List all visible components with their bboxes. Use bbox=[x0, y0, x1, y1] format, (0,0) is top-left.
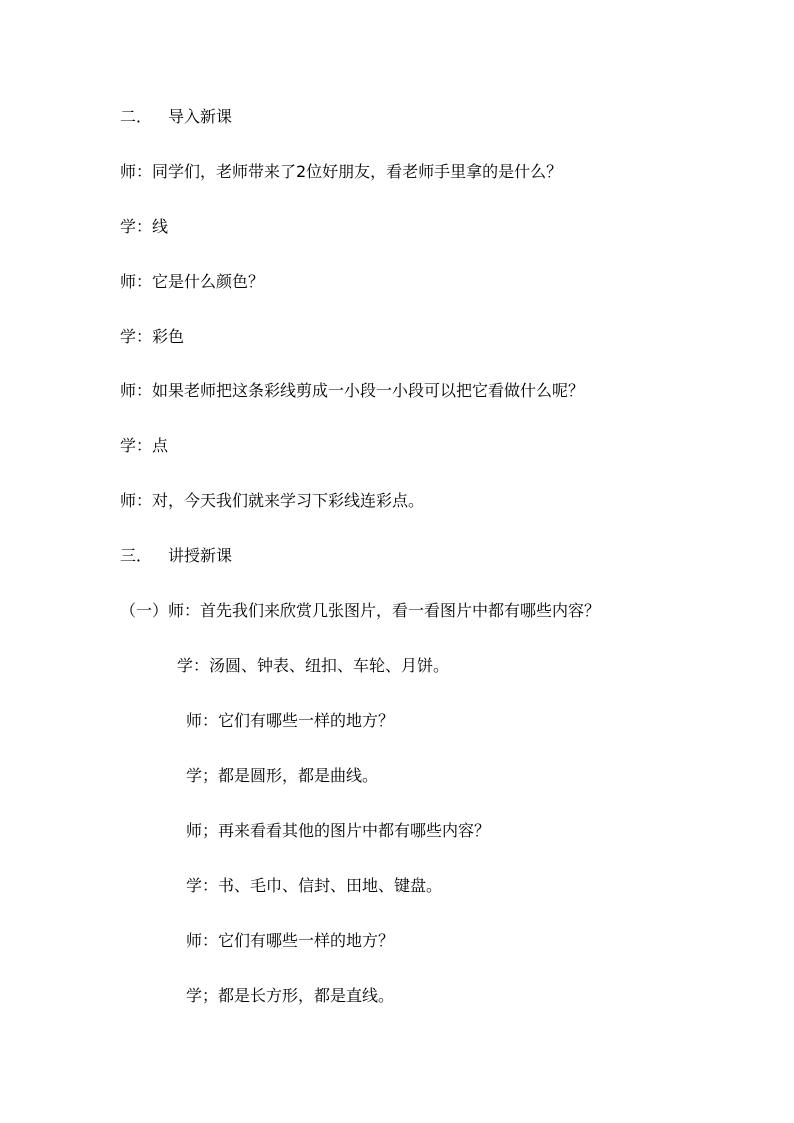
section-heading-intro bbox=[120, 107, 232, 127]
dialogue-line: 师：同学们，老师带来了2位好朋友，看老师手里拿的是什么？ bbox=[120, 162, 563, 181]
dialogue-line: 学：彩色 bbox=[120, 327, 185, 346]
section-heading-lesson bbox=[120, 546, 232, 566]
section-number: 二． bbox=[120, 107, 153, 126]
dialogue-line: 学；都是圆形，都是曲线。 bbox=[186, 766, 379, 785]
dialogue-line: 师：它们有哪些一样的地方？ bbox=[186, 931, 395, 950]
dialogue-line: 学：汤圆、钟表、纽扣、车轮、月饼。 bbox=[177, 656, 450, 675]
dialogue-line: 师：对，今天我们就来学习下彩线连彩点。 bbox=[120, 491, 425, 510]
dialogue-line: 师：它是什么颜色？ bbox=[120, 272, 265, 291]
dialogue-line: （一）师：首先我们来欣赏几张图片，看一看图片中都有哪些内容？ bbox=[120, 601, 601, 620]
dialogue-line: 学：书、毛巾、信封、田地、键盘。 bbox=[186, 876, 443, 895]
section-title: 导入新课 bbox=[168, 107, 233, 126]
dialogue-line: 师：它们有哪些一样的地方？ bbox=[186, 711, 395, 730]
dialogue-line: 师：如果老师把这条彩线剪成一小段一小段可以把它看做什么呢？ bbox=[120, 381, 585, 400]
section-title: 讲授新课 bbox=[168, 546, 233, 565]
dialogue-line: 学：线 bbox=[120, 217, 169, 236]
dialogue-line: 学；都是长方形，都是直线。 bbox=[186, 986, 395, 1005]
dialogue-line: 师；再来看看其他的图片中都有哪些内容？ bbox=[186, 821, 491, 840]
dialogue-line: 学：点 bbox=[120, 436, 169, 455]
section-number: 三． bbox=[120, 546, 153, 565]
